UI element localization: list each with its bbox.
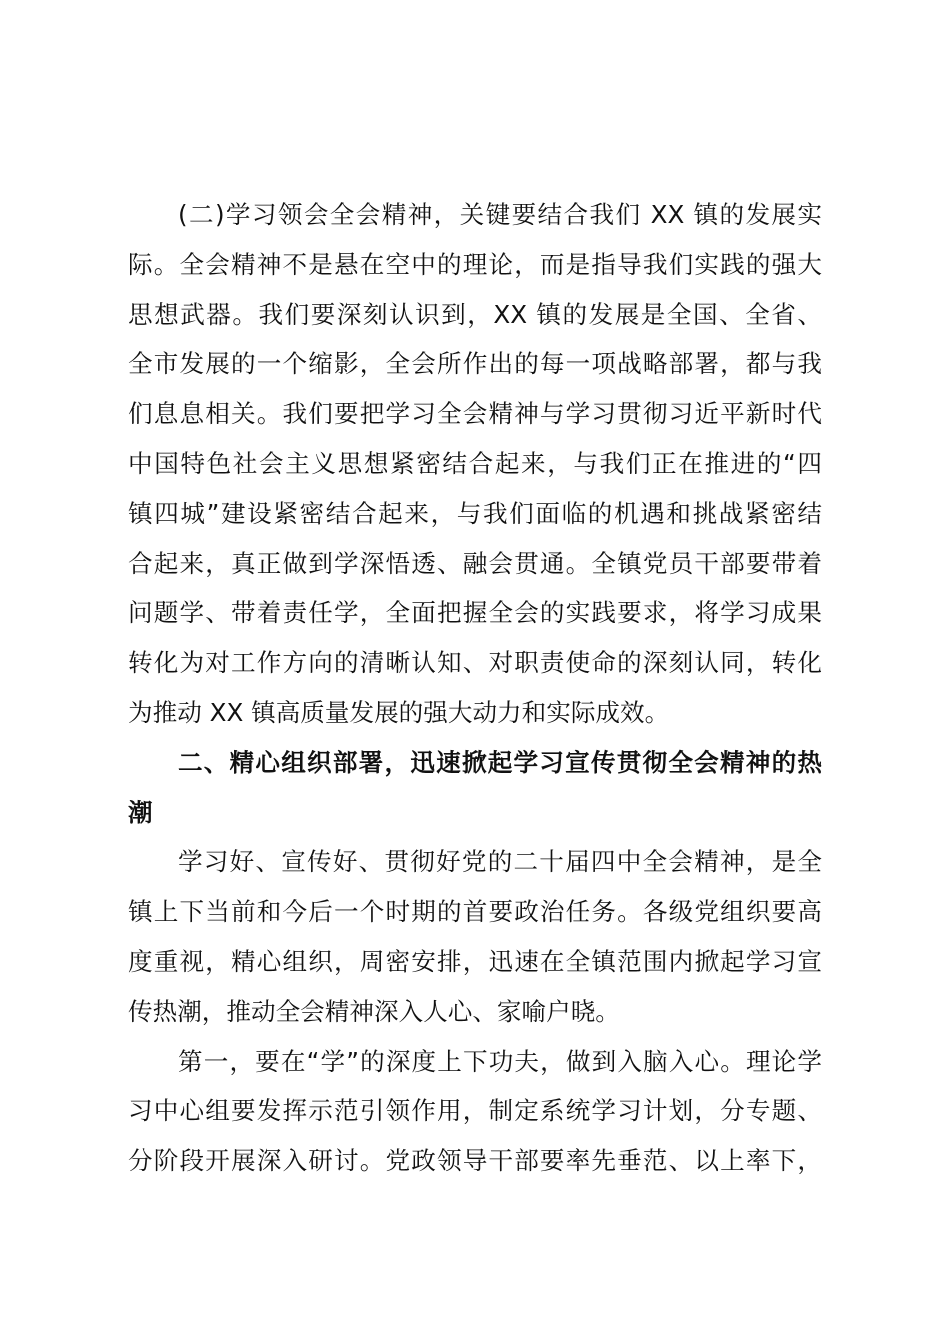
document-page <box>128 190 822 1186</box>
text-line: 转化为对工作方向的清晰认知、对职责使命的深刻认同，转化 <box>128 648 822 678</box>
text-line: 镇四城”建设紧密结合起来，与我们面临的机遇和挑战紧密结 <box>128 498 822 528</box>
text-line: 合起来，真正做到学深悟透、融会贯通。全镇党员干部要带着 <box>128 548 822 578</box>
text-line: (二)学习领会全会精神，关键要结合我们 XX 镇的发展实 <box>178 200 822 229</box>
text-line: 中国特色社会主义思想紧密结合起来，与我们正在推进的“四 <box>128 448 822 478</box>
text-line: 镇上下当前和今后一个时期的首要政治任务。各级党组织要高 <box>128 897 822 927</box>
text-line: 为推动 XX 镇高质量发展的强大动力和实际成效。 <box>128 697 670 727</box>
heading-line: 潮 <box>128 797 153 827</box>
text-line: 思想武器。我们要深刻认识到，XX 镇的发展是全国、全省、 <box>128 299 822 329</box>
paragraph-study-spirit <box>128 190 822 738</box>
text-line: 第一，要在“学”的深度上下功夫，做到入脑入心。理论学 <box>178 1046 822 1076</box>
text-line: 传热潮，推动全会精神深入人心、家喻户晓。 <box>128 996 620 1026</box>
text-line: 全市发展的一个缩影，全会所作出的每一项战略部署，都与我 <box>128 349 822 379</box>
text-line: 度重视，精心组织，周密安排，迅速在全镇范围内掀起学习宣 <box>128 946 822 976</box>
text-line: 们息息相关。我们要把学习全会精神与学习贯彻习近平新时代 <box>128 399 822 429</box>
text-line: 问题学、带着责任学，全面把握全会的实践要求，将学习成果 <box>128 598 822 628</box>
paragraph-task <box>128 837 822 1036</box>
text-line: 分阶段开展深入研讨。党政领导干部要率先垂范、以上率下， <box>128 1146 822 1176</box>
section-heading <box>128 738 822 838</box>
text-line: 际。全会精神不是悬在空中的理论，而是指导我们实践的强大 <box>128 249 822 279</box>
paragraph-first-point <box>128 1037 822 1186</box>
heading-line: 二、精心组织部署，迅速掀起学习宣传贯彻全会精神的热 <box>178 747 822 777</box>
text-line: 习中心组要发挥示范引领作用，制定系统学习计划，分专题、 <box>128 1096 822 1126</box>
text-line: 学习好、宣传好、贯彻好党的二十届四中全会精神，是全 <box>178 847 822 877</box>
